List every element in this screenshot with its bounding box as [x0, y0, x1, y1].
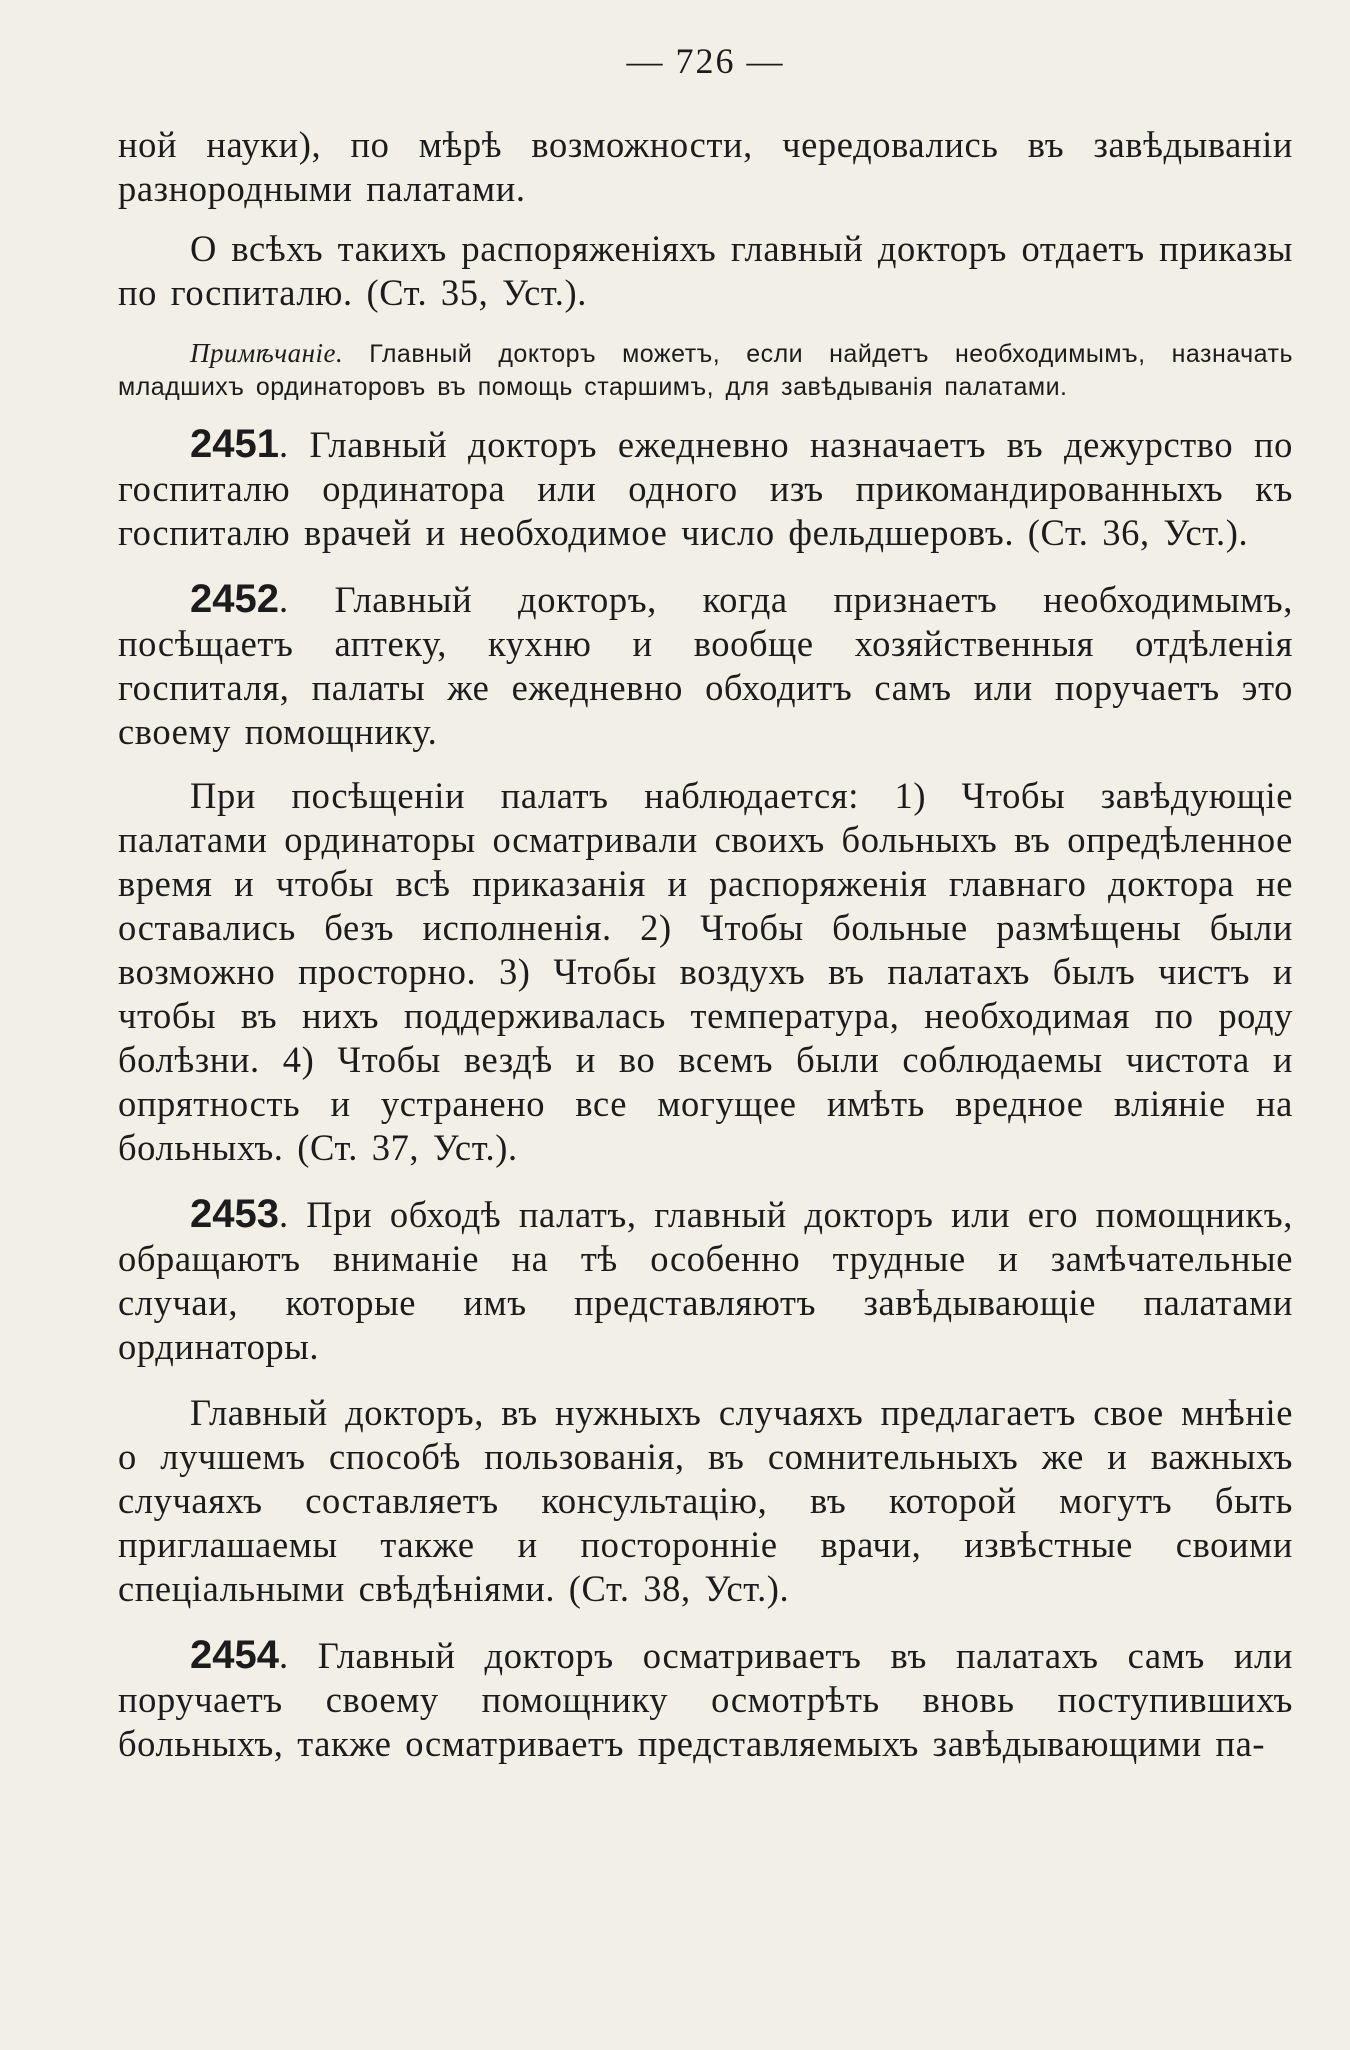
- article-number: 2454: [190, 1633, 279, 1678]
- article-2451: [118, 422, 1293, 555]
- article-text: . Главный докторъ ежедневно назначаетъ въ дежурство по госпиталю ординатора или одного изъ прикомандированныхъ къ госпиталю врачей и необходимое число фельдшеровъ. (Ст. 36, Уст.).: [118, 424, 1293, 554]
- article-2452: [118, 577, 1293, 754]
- paragraph-observations: При посѣщеніи палатъ наблюдается: 1) Чтобы завѣдующіе палатами ординаторы осматривали своихъ больныхъ въ опредѣленное время и чтобы всѣ приказанія и распоряженія главнаго доктора не оставались безъ исполненія. 2) Чтобы больные размѣщены были возможно просторно. 3) Чтобы воздухъ въ палатахъ былъ чистъ и чтобы въ нихъ поддерживалась температура, необходимая по роду болѣзни. 4) Чтобы вездѣ и во всемъ были соблюдаемы чистота и опрятность и устранено все могущее имѣть вредное вліяніе на больныхъ. (Ст. 37, Уст.).: [118, 775, 1293, 1169]
- note-label: Примѣчаніе.: [190, 338, 344, 369]
- page-number: — 726 —: [626, 41, 785, 81]
- continued-paragraph: ной науки), по мѣрѣ возможности, чередовались въ завѣдываніи разнородными палатами.: [118, 124, 1293, 210]
- article-text: . Главный докторъ, когда признаетъ необходимымъ, посѣщаетъ аптеку, кухню и вообще хозяйственныя отдѣленія госпиталя, палаты же ежедневно обходитъ самъ или поручаетъ это своему помощнику.: [118, 579, 1293, 753]
- article-text: . Главный докторъ осматриваетъ въ палатахъ самъ или поручаетъ своему помощнику осмотрѣть вновь поступившихъ больныхъ, также осматриваетъ представляемыхъ завѣдывающими па-: [118, 1635, 1293, 1765]
- paragraph-orders: О всѣхъ такихъ распоряженіяхъ главный докторъ отдаетъ приказы по госпиталю. (Ст. 35, Уст.).: [118, 228, 1293, 314]
- paragraph-consultation: Главный докторъ, въ нужныхъ случаяхъ предлагаетъ свое мнѣніе о лучшемъ способѣ пользованія, въ сомнительныхъ же и важныхъ случаяхъ составляетъ консультацію, въ которой могутъ быть приглашаемы также и посторонніе врачи, извѣстные своими спеціальными свѣдѣніями. (Ст. 38, Уст.).: [118, 1392, 1293, 1610]
- article-number: 2452: [190, 577, 279, 622]
- article-number: 2453: [190, 1192, 279, 1237]
- article-number: 2451: [190, 422, 279, 467]
- article-2454: [118, 1633, 1293, 1766]
- document-page: [118, 40, 1293, 1788]
- article-2453: [118, 1192, 1293, 1369]
- note-text: Главный докторъ можетъ, если найдетъ необходимымъ, назначать младшихъ ординаторовъ въ помощь старшимъ, для завѣдыванія палатами.: [118, 340, 1293, 402]
- note-paragraph: [118, 337, 1293, 404]
- article-text: . При обходѣ палатъ, главный докторъ или его помощникъ, обращаютъ вниманіе на тѣ особенно трудные и замѣчательные случаи, которые имъ представляютъ завѣдывающіе палатами ординаторы.: [118, 1194, 1293, 1368]
